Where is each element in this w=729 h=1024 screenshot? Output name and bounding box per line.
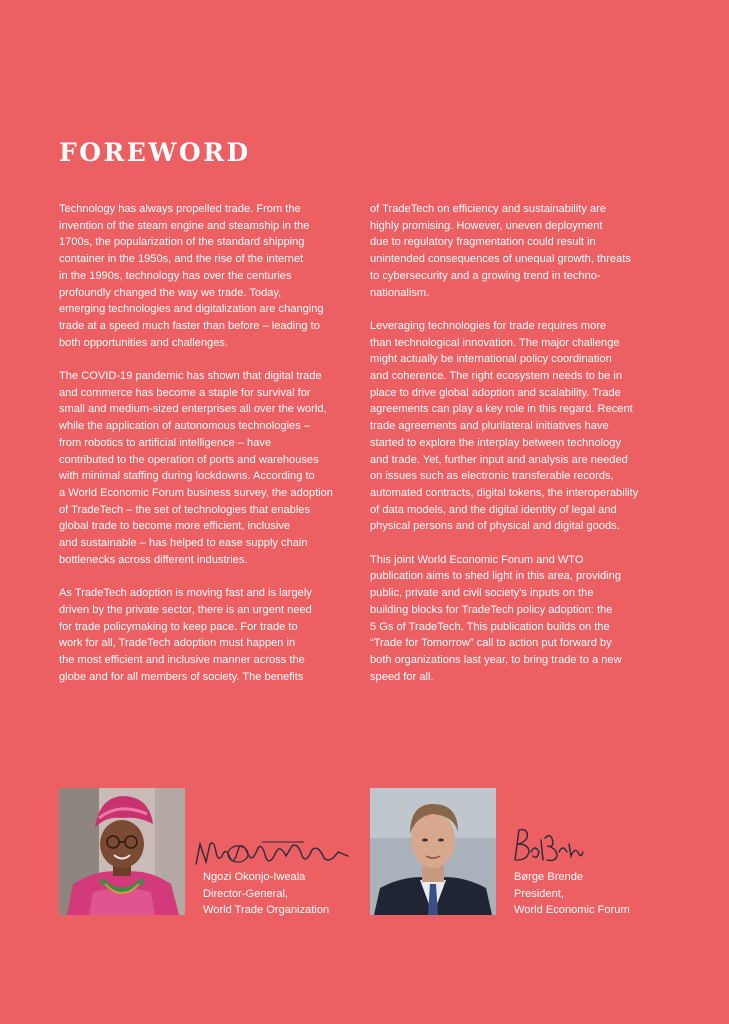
paragraph-4 xyxy=(370,201,666,301)
paragraph-1 xyxy=(59,201,355,351)
signatory-organization: World Trade Organization xyxy=(203,904,330,917)
signatory-organization: World Economic Forum xyxy=(514,904,630,917)
signatory-name: Børge Brende xyxy=(514,871,584,883)
text-line: nationalism. xyxy=(370,286,430,299)
text-line: physical persons and of physical and digital goods. xyxy=(370,520,620,533)
text-line: small and medium-sized enterprises all over the world, xyxy=(59,403,327,416)
paragraph-3 xyxy=(59,585,355,685)
text-line: and commerce has become a staple for survival for xyxy=(59,386,311,399)
portrait-photo-okonjo-iweala xyxy=(59,788,185,915)
text-line: globe and for all members of society. The benefits xyxy=(59,670,304,683)
text-line: might actually be international policy coordination xyxy=(370,353,612,366)
left-column xyxy=(59,201,355,702)
text-line: a World Economic Forum business survey, the adoption xyxy=(59,486,333,499)
signatory-caption-right xyxy=(514,869,630,919)
text-line: As TradeTech adoption is moving fast and is largely xyxy=(59,587,312,600)
text-line: global trade to become more efficient, inclusive xyxy=(59,520,291,533)
text-line: of TradeTech on efficiency and sustainability are xyxy=(370,203,606,215)
text-line: than technological innovation. The major challenge xyxy=(370,336,620,349)
text-line: in the 1990s, technology has over the centuries xyxy=(59,269,292,282)
text-line: to cybersecurity and a growing trend in techno- xyxy=(370,269,601,282)
text-line: This joint World Economic Forum and WTO xyxy=(370,553,584,566)
text-line: place to drive global adoption and scalability. Trade xyxy=(370,386,621,399)
text-line: started to explore the interplay between technology xyxy=(370,436,622,449)
text-line: and sustainable – has helped to ease supply chain xyxy=(59,537,308,550)
text-line: agreements can play a key role in this regard. Recent xyxy=(370,403,633,416)
text-line: for trade policymaking to keep pace. For trade to xyxy=(59,620,298,633)
text-line: and coherence. The right ecosystem needs to be in xyxy=(370,370,623,383)
text-line: 1700s, the popularization of the standard shipping xyxy=(59,236,305,249)
text-line: “Trade for Tomorrow” call to action put forward by xyxy=(370,637,612,650)
text-line: Leveraging technologies for trade requires more xyxy=(370,319,607,332)
text-line: public, private and civil society's inputs on the xyxy=(370,587,594,600)
text-line: invention of the steam engine and steamship in the xyxy=(59,219,310,232)
text-line: trade at a speed much faster than before – leading to xyxy=(59,319,320,332)
paragraph-6 xyxy=(370,552,666,686)
text-line: on issues such as electronic transferable records, xyxy=(370,470,614,483)
text-line: speed for all. xyxy=(370,670,434,683)
text-line: automated contracts, digital tokens, the interoperability xyxy=(370,486,639,499)
text-line: with minimal staffing during lockdowns. According to xyxy=(59,470,315,483)
signatory-role: President, xyxy=(514,887,564,900)
signatory-role: Director-General, xyxy=(203,887,289,900)
text-line: of TradeTech – the set of technologies that enables xyxy=(59,503,311,516)
text-line: both opportunities and challenges. xyxy=(59,336,228,349)
right-column xyxy=(370,201,666,702)
text-line: the most efficient and inclusive manner across the xyxy=(59,653,305,666)
portrait-photo-brende xyxy=(370,788,496,915)
text-line: contributed to the operation of ports and warehouses xyxy=(59,453,319,466)
text-line: while the application of autonomous technologies – xyxy=(59,420,311,433)
text-line: of data models, and the digital identity of legal and xyxy=(370,503,617,516)
text-line: highly promising. However, uneven deployment xyxy=(370,219,603,232)
text-line: publication aims to shed light in this area, providing xyxy=(370,570,621,583)
signatory-caption-left xyxy=(203,869,329,919)
text-line: work for all, TradeTech adoption must happen in xyxy=(59,637,296,650)
text-line: 5 Gs of TradeTech. This publication builds on the xyxy=(370,620,610,633)
text-line: unintended consequences of unequal growth, threats xyxy=(370,253,631,266)
text-line: and trade. Yet, further input and analysis are needed xyxy=(370,453,628,466)
text-line: emerging technologies and digitalization are changing xyxy=(59,303,324,316)
text-line: due to regulatory fragmentation could result in xyxy=(370,236,596,249)
text-line: bottlenecks across different industries. xyxy=(59,553,248,566)
page-title: FOREWORD xyxy=(59,138,251,167)
signatory-name: Ngozi Okonjo-Iweala xyxy=(203,871,306,883)
paragraph-2 xyxy=(59,368,355,568)
text-line: building blocks for TradeTech policy adoption: the xyxy=(370,603,613,616)
signature-brende xyxy=(509,826,585,871)
text-line: container in the 1950s, and the rise of the internet xyxy=(59,253,304,266)
text-line: The COVID-19 pandemic has shown that digital trade xyxy=(59,370,322,383)
paragraph-5 xyxy=(370,318,666,535)
text-line: Technology has always propelled trade. From the xyxy=(59,203,301,215)
text-line: from robotics to artificial intelligence – have xyxy=(59,436,272,449)
text-line: profoundly changed the way we trade. Today, xyxy=(59,286,282,299)
text-line: driven by the private sector, there is an urgent need xyxy=(59,603,312,616)
text-line: both organizations last year, to bring trade to a new xyxy=(370,653,622,666)
text-line: trade agreements and plurilateral initiatives have xyxy=(370,420,609,433)
